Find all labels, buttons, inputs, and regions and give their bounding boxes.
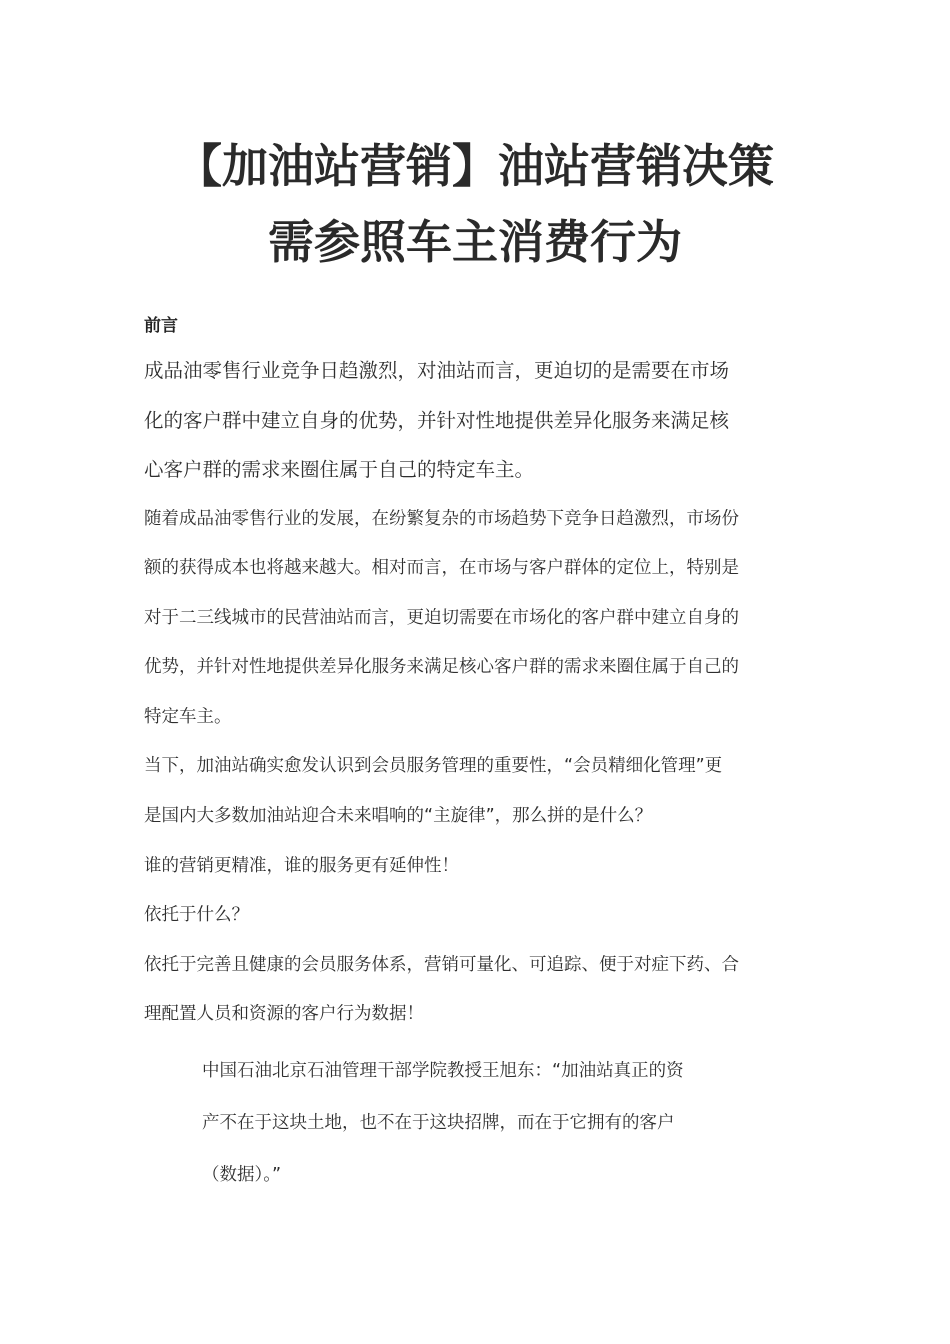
intro-line: 化的客户群中建立自身的优势，并针对性地提供差异化服务来满足核 [144,408,730,432]
body-paragraphs [144,495,814,1041]
title-line-2: 需参照车主消费行为 [268,215,682,269]
body-line: 是国内大多数加油站迎合未来唱响的“主旋律”，那么拼的是什么？ [144,806,653,827]
section-heading: 前言 [144,316,178,336]
title-line-1: 【加油站营销】油站营销决策 [176,139,774,193]
document-title [0,128,950,280]
body-line: 随着成品油零售行业的发展，在纷繁复杂的市场趋势下竞争日趋激烈，市场份 [144,508,739,529]
document-body [144,306,814,1201]
intro-line: 成品油零售行业竞争日趋激烈，对油站而言，更迫切的是需要在市场 [144,359,730,382]
body-line: 优势，并针对性地提供差异化服务来满足核心客户群的需求来圈住属于自己的 [144,657,739,678]
intro-paragraph [144,346,814,495]
quote-block [202,1045,814,1201]
quote-line: 产不在于这块土地，也不在于这块招牌，而在于它拥有的客户 [202,1113,675,1134]
body-line: 当下，加油站确实愈发认识到会员服务管理的重要性，“会员精细化管理”更 [144,756,723,777]
body-line: 理配置人员和资源的客户行为数据！ [144,1004,424,1025]
body-line: 依托于什么？ [144,905,249,926]
body-line: 依托于完善且健康的会员服务体系，营销可量化、可追踪、便于对症下药、合 [144,954,739,975]
body-line: 谁的营销更精准，谁的服务更有延伸性！ [144,855,459,876]
intro-line: 心客户群的需求来圈住属于自己的特定车主。 [144,458,535,481]
quote-line: （数据）。” [202,1165,282,1186]
quote-line: 中国石油北京石油管理干部学院教授王旭东：“加油站真正的资 [202,1061,684,1082]
body-line: 特定车主。 [144,706,232,727]
body-line: 额的获得成本也将越来越大。相对而言，在市场与客户群体的定位上，特别是 [144,558,739,579]
body-line: 对于二三线城市的民营油站而言，更迫切需要在市场化的客户群中建立自身的 [144,607,739,628]
